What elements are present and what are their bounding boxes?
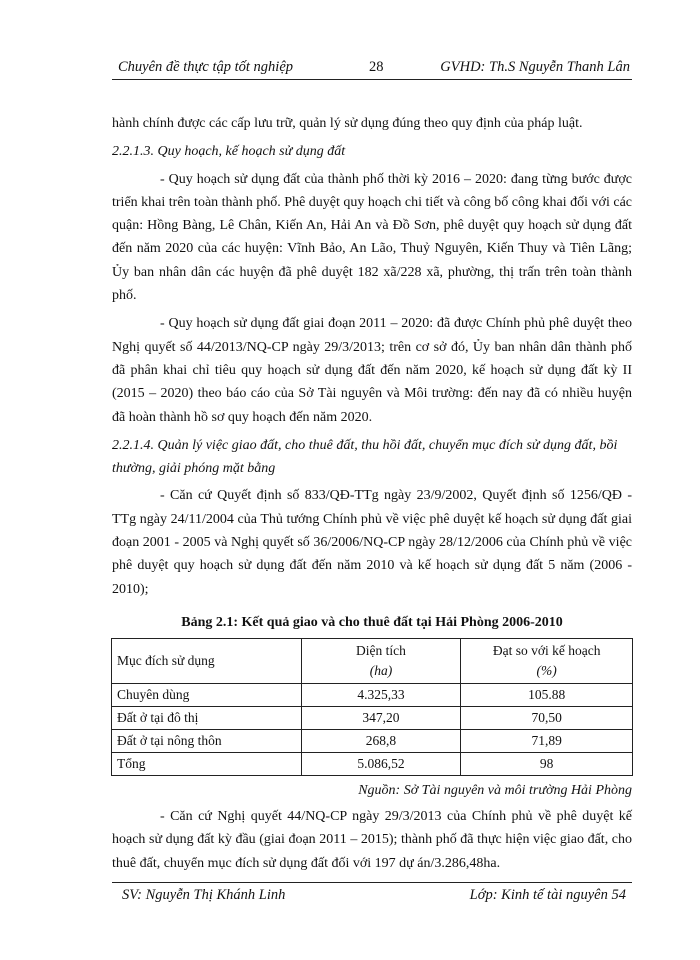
footer-student: SV: Nguyễn Thị Khánh Linh: [122, 887, 286, 903]
land-allocation-table: [111, 638, 633, 776]
cell-area: 347,20: [301, 706, 461, 729]
footer-class: Lớp: Kinh tế tài nguyên 54: [469, 887, 626, 903]
page-footer: [112, 882, 632, 907]
paragraph-planning-2011-2020: - Quy hoạch sử dụng đất giai đoạn 2011 – 2020: đã được Chính phủ phê duyệt theo Nghị quyết số 44/2013/NQ-CP ngày 29/3/2013; trên cơ sở đó, Ủy ban nhân dân thành phố đã phân khai chỉ tiêu quy hoạch sử dụng đất đến năm 2020, kế hoạch sử dụng đất kỳ II (2015 – 2020) theo báo cáo của Sở Tài nguyên và Môi trường: đến nay đã có nhiều huyện đã hoàn thành hồ sơ quy hoạch đến năm 2020.: [112, 316, 632, 425]
header-purpose: Mục đích sử dụng: [112, 638, 302, 683]
paragraph-resolution-44: - Căn cứ Nghị quyết 44/NQ-CP ngày 29/3/2013 của Chính phủ về phê duyệt kế hoạch sử dụng đất kỳ đầu (giai đoạn 2011 – 2015); thành phố đã thực hiện việc giao đất, cho thuê đất, chuyển mục đích sử dụng đất đối với 197 dự án/3.286,48ha.: [112, 808, 632, 871]
table-header-row: [112, 638, 633, 683]
page-body: [112, 112, 632, 875]
cell-percent: 98: [461, 752, 633, 775]
page-header: [112, 57, 632, 80]
cell-percent: 105.88: [461, 683, 633, 706]
cell-purpose: Đất ở tại đô thị: [112, 706, 302, 729]
table-caption: Bảng 2.1: Kết quả giao và cho thuê đất tại Hải Phòng 2006-2010: [181, 614, 563, 630]
header-document-title: Chuyên đề thực tập tốt nghiệp: [118, 59, 294, 75]
table-row: [112, 683, 633, 706]
section-heading-2-2-1-3: 2.2.1.3. Quy hoạch, kế hoạch sử dụng đất: [112, 144, 346, 160]
table-row: [112, 706, 633, 729]
paragraph-planning-2016-2020: - Quy hoạch sử dụng đất của thành phố thời kỳ 2016 – 2020: đang từng bước được triển khai trên toàn thành phố. Phê duyệt quy hoạch chi tiết và công bố công khai đối với các quận: Hồng Bàng, Lê Chân, Kiến An, Hải An và Đồ Sơn, phê duyệt quy hoạch sử dụng đất đến năm 2020 của các huyện: Vĩnh Bảo, An Lão, Thuỷ Nguyên, Kiến Thuy và Tiên Lãng; Ủy ban nhân dân các huyện đã phê duyệt 182 xã/228 xã, phường, thị trấn trên toàn thành phố.: [112, 171, 632, 304]
header-supervisor: GVHD: Th.S Nguyễn Thanh Lân: [440, 59, 630, 75]
cell-area: 268,8: [301, 729, 461, 752]
cell-purpose: Tổng: [112, 752, 302, 775]
table-row: [112, 752, 633, 775]
cell-purpose: Chuyên dùng: [112, 683, 302, 706]
header-area: Diện tích (ha): [301, 638, 461, 683]
header-percent: Đạt so với kế hoạch (%): [461, 638, 633, 683]
cell-purpose: Đất ở tại nông thôn: [112, 729, 302, 752]
page-number: 28: [369, 59, 384, 75]
cell-percent: 71,89: [461, 729, 633, 752]
paragraph-continued: hành chính được các cấp lưu trữ, quản lý sử dụng đúng theo quy định của pháp luật.: [112, 116, 583, 131]
cell-area: 5.086,52: [301, 752, 461, 775]
table-source-note: Nguồn: Sở Tài nguyên và môi trường Hải Phòng: [358, 782, 632, 798]
paragraph-legal-basis: - Căn cứ Quyết định số 833/QĐ-TTg ngày 23/9/2002, Quyết định số 1256/QĐ - TTg ngày 24/11/2004 của Thủ tướng Chính phủ về việc phê duyệt kế hoạch sử dụng đất giai đoạn 2001 - 2005 và Nghị quyết số 36/2006/NQ-CP ngày 28/12/2006 của Chính phủ về việc phê duyệt quy hoạch sử dụng đất đến năm 2010 và kế hoạch sử dụng đất 5 năm (2006 - 2010);: [112, 488, 632, 597]
section-heading-2-2-1-4: 2.2.1.4. Quản lý việc giao đất, cho thuê đất, thu hồi đất, chuyển mục đích sử dụng đất, bồi thường, giải phóng mặt bằng: [112, 437, 618, 477]
cell-area: 4.325,33: [301, 683, 461, 706]
cell-percent: 70,50: [461, 706, 633, 729]
table-row: [112, 729, 633, 752]
